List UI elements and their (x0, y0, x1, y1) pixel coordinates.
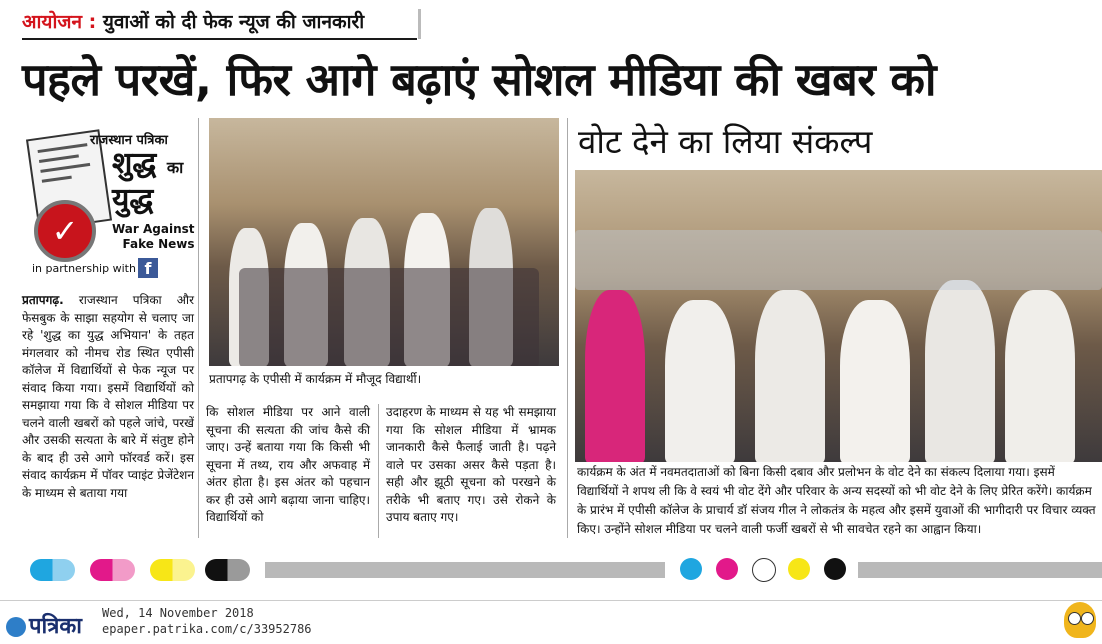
students-oath-photo (575, 170, 1102, 462)
subheadline: वोट देने का लिया संकल्प (578, 122, 873, 161)
slogan-ka: का (166, 158, 184, 177)
kicker-divider (418, 9, 421, 39)
war-line-1: War Against (112, 222, 195, 236)
patrika-brand: पत्रिका (29, 614, 82, 639)
photo2-caption: कार्यक्रम के अंत में नवमतदाताओं को बिना किसी दबाव और प्रलोभन के वोट देने का संकल्प दिलाया गया। इसमें विद्यार्थियों ने शपथ ली कि वे स्वयं भी वोट देंगे और परिवार के अन्य सदस्यों को भी वोट देने के लिए प्रेरित करेंगे। कार्यक्रम के प्रारंभ में एपीसी कॉलेज के प्राचार्य डॉ संजय गील ने लोकतंत्र के महत्व और इसमें युवाओं की भागीदारी पर विचार व्यक्त किए। उन्होंने सोशल मीडिया पर चलने वाली फर्जी खबरों से भी सावचेत रहने का आह्वान किया। (577, 465, 1096, 536)
column-1-text: राजस्थान पत्रिका और फेसबुक के साझा सहयोग से चलाए जा रहे 'शुद्ध का युद्ध अभियान' के तहत मंगलवार को नीमच रोड स्थित एपीसी कॉलेज में विद्यार्थियों से फेक न्यूज पर संवाद किया गया। इसमें विद्यार्थियों को समझाया गया कि वे सोशल मीडिया पर चलने वाली खबरों को पहले जांचे, परखें और उसकी सत्यता के बारे में संतुष्ट होने के बाद ही उसे आगे फॉरवर्ड करें। इस संवाद कार्यक्रम में पॉवर प्वाइंट प्रेजेंटेशन के माध्यम से बताया गया (22, 293, 194, 500)
logo-slogan (112, 148, 183, 216)
patrika-logo[interactable] (6, 610, 82, 640)
war-line-2: Fake News (122, 237, 195, 251)
dateline: प्रतापगढ़. (22, 293, 64, 307)
headline: पहले परखें, फिर आगे बढ़ाएं सोशल मीडिया की खबर को (22, 53, 937, 106)
kicker-tag: आयोजन : (22, 11, 97, 33)
globe-icon (6, 617, 26, 637)
print-color-bar (0, 555, 1102, 585)
war-against-fake-news (112, 222, 195, 252)
footer-rule (0, 600, 1102, 601)
kicker-rule (22, 38, 417, 40)
check-icon: ✓ (34, 200, 96, 262)
edition-date: Wed, 14 November 2018 (102, 606, 254, 620)
kicker (22, 8, 364, 34)
students-photo-1 (209, 118, 559, 366)
column-divider (198, 118, 199, 538)
column-divider (567, 118, 568, 538)
slogan-word-1: शुद्ध (112, 146, 157, 181)
facebook-icon: f (138, 258, 158, 278)
logo-brand: राजस्थान पत्रिका (90, 133, 168, 148)
slogan-word-2: युद्ध (112, 182, 154, 217)
article-column-2: कि सोशल मीडिया पर आने वाली सूचना की सत्यता की जांच कैसे की जाए। उन्हें बताया गया कि किसी भी सूचना में तथ्य, राय और अफवाह में अंतर होता है। इस अंतर को पहचान कर ही उसे आगे बढ़ाया जाना चाहिए। विद्यार्थियों को (206, 405, 370, 524)
epaper-link[interactable]: epaper.patrika.com/c/33952786 (102, 622, 312, 636)
photo1-caption: प्रतापगढ़ के एपीसी में कार्यक्रम में मौजूद विद्यार्थी। (209, 372, 422, 386)
partnership-label: in partnership with (32, 262, 136, 275)
article-column-1 (22, 292, 194, 502)
kicker-title: युवाओं को दी फेक न्यूज की जानकारी (102, 11, 365, 33)
owl-icon (1064, 602, 1096, 638)
column-divider (378, 404, 379, 538)
article-column-3: उदाहरण के माध्यम से यह भी समझाया गया कि सोशल मीडिया में भ्रामक जानकारी कैसे फैलाई जाती है। पढ़ने वाले पर उसका असर कैसे पड़ता है। सही और झूठी सूचना को परखने के तरीके भी बताए गए। उसे रोकने के उपाय बताए गए। (386, 405, 556, 524)
